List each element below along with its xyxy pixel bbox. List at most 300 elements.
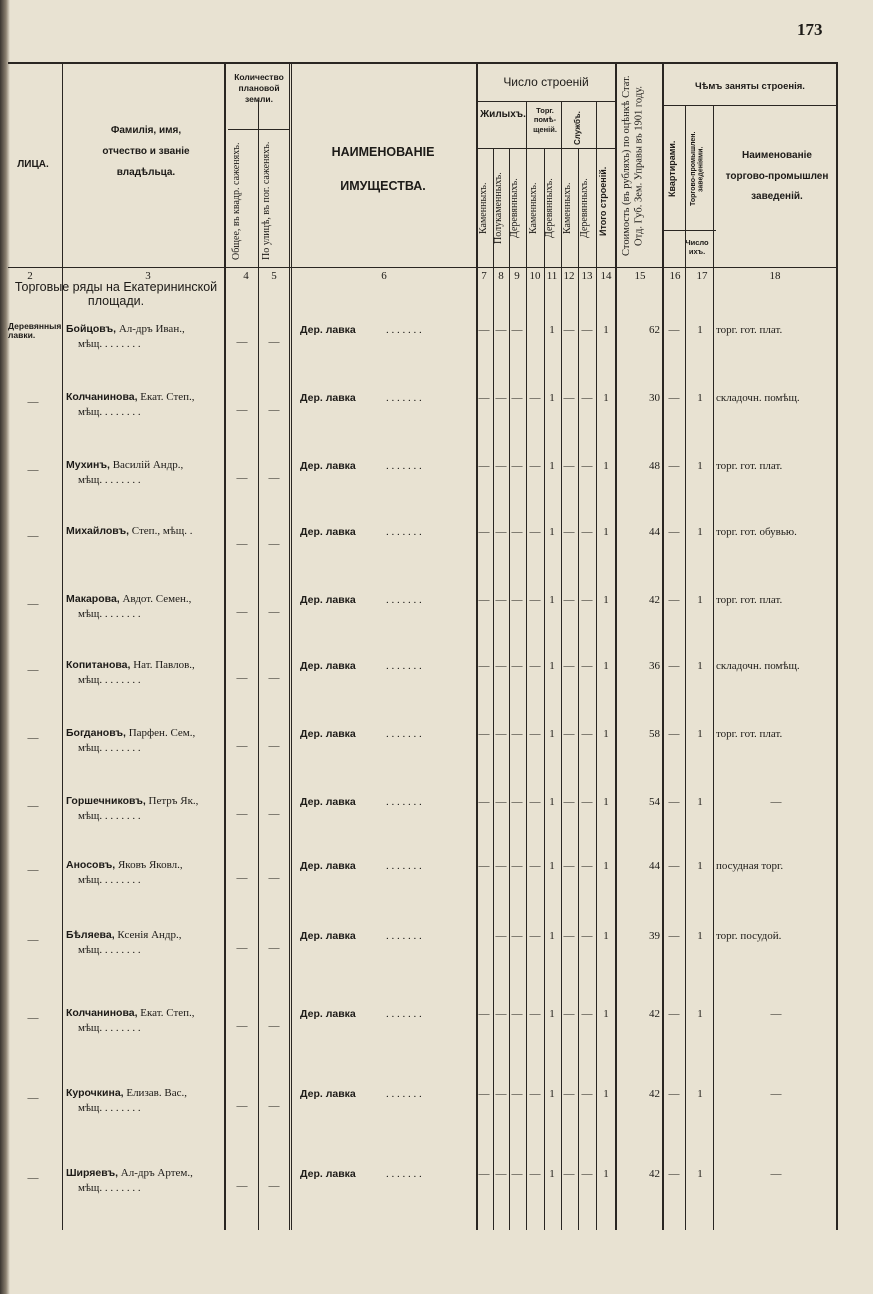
header-property (296, 136, 470, 204)
buildings-b8-cell: — (495, 796, 507, 808)
owner-surname: Ширяевъ, (66, 1167, 119, 1179)
buildings-b7-cell: — (478, 526, 490, 538)
owner-given: Василій Андр., (109, 459, 184, 471)
buildings-b14-cell: 1 (603, 392, 609, 404)
buildings-b14-cell: 1 (603, 324, 609, 336)
owner-cell (66, 1086, 187, 1115)
header-halfstone: Полукаменныхъ. (493, 172, 504, 244)
property-dots: . . . . . . . (386, 796, 422, 808)
buildings-b8-cell: — (495, 1168, 507, 1180)
owner-surname: Колчанинова, (66, 391, 138, 403)
count-cell: 1 (697, 860, 703, 872)
property-cell: Дер. лавка (300, 728, 356, 740)
value-cell: 58 (649, 728, 660, 740)
column-rule (62, 62, 63, 1230)
column-rule (258, 100, 259, 1230)
owner-status: мѣщ. . . . . . . . (78, 1101, 141, 1114)
buildings-b7-cell: — (478, 728, 490, 740)
buildings-b12-cell: — (563, 930, 575, 942)
property-dots: . . . . . . . (386, 660, 422, 672)
count-cell: 1 (697, 660, 703, 672)
count-cell: 1 (697, 796, 703, 808)
land-street-cell: — (268, 672, 280, 684)
owner-status: мѣщ. . . . . . . . (78, 607, 141, 620)
column-rule (476, 62, 478, 1230)
header-trade: Торг. помѣщеній. (533, 106, 557, 134)
owner-given: Екат. Степ., (137, 391, 195, 403)
owner-status: мѣщ. . . . . . . . (78, 473, 141, 486)
property-cell: Дер. лавка (300, 1008, 356, 1020)
buildings-b9-cell: — (511, 1168, 523, 1180)
buildings-b7-cell: — (478, 1088, 490, 1100)
count-subrule (662, 230, 716, 231)
owner-cell (66, 592, 191, 621)
header-trade-wood: Деревянныхъ. (544, 178, 555, 238)
property-dots: . . . . . . . (386, 1008, 422, 1020)
owner-status: мѣщ. . . . . . . . (78, 1021, 141, 1034)
buildings-b10-cell: — (529, 1008, 541, 1020)
header-land-street: По улицѣ, въ пог. саженяхъ. (261, 141, 272, 261)
owner-surname: Аносовъ, (66, 859, 116, 871)
land-street-cell: — (268, 1100, 280, 1112)
property-cell: Дер. лавка (300, 796, 356, 808)
street-cell: — (27, 800, 39, 812)
buildings-b11-cell: 1 (549, 324, 555, 336)
owner-given: Елизав. Вас., (123, 1087, 187, 1099)
buildings-b10-cell: — (529, 860, 541, 872)
buildings-b11-cell: 1 (549, 1168, 555, 1180)
buildings-b7-cell: — (478, 392, 490, 404)
buildings-b7-cell: — (478, 324, 490, 336)
buildings-b12-cell: — (563, 1008, 575, 1020)
street-cell: — (27, 934, 39, 946)
property-dots: . . . . . . . (386, 594, 422, 606)
property-cell: Дер. лавка (300, 460, 356, 472)
header-total: Итого строеній. (598, 166, 608, 236)
buildings-b14-cell: 1 (603, 526, 609, 538)
property-dots: . . . . . . . (386, 860, 422, 872)
street-cell: — (27, 1172, 39, 1184)
buildings-b12-cell: — (563, 594, 575, 606)
property-dots: . . . . . . . (386, 526, 422, 538)
owner-surname: Михайловъ, (66, 525, 130, 537)
buildings-b11-cell: 1 (549, 930, 555, 942)
column-number: 8 (498, 270, 504, 282)
street-cell: — (27, 1012, 39, 1024)
value-cell: 44 (649, 860, 660, 872)
header-owner-line2: отчество и званіе (102, 146, 190, 157)
property-dots: . . . . . . . (386, 930, 422, 942)
land-total-cell: — (236, 942, 248, 954)
owner-cell (66, 928, 182, 957)
header-enterprise-name (718, 146, 836, 208)
buildings-b11-cell: 1 (549, 1008, 555, 1020)
buildings-b12-cell: — (563, 1168, 575, 1180)
owner-cell (66, 726, 195, 755)
owner-given: Екат. Степ., (137, 1007, 195, 1019)
buildings-b10-cell: — (529, 930, 541, 942)
buildings-b9-cell: — (511, 1008, 523, 1020)
buildings-b13-cell: — (581, 1008, 593, 1020)
buildings-b8-cell: — (495, 324, 507, 336)
value-cell: 39 (649, 930, 660, 942)
property-dots: . . . . . . . (386, 460, 422, 472)
buildings-b12-cell: — (563, 660, 575, 672)
buildings-b14-cell: 1 (603, 1088, 609, 1100)
buildings-b8-cell: — (495, 1008, 507, 1020)
buildings-b13-cell: — (581, 1088, 593, 1100)
buildings-b7-cell: — (478, 796, 490, 808)
value-cell: 44 (649, 526, 660, 538)
street-cell: — (27, 598, 39, 610)
count-cell: 1 (697, 324, 703, 336)
owner-cell (66, 794, 198, 823)
column-number: 16 (669, 270, 681, 282)
count-cell: 1 (697, 1088, 703, 1100)
header-value: Стоимость (въ рубляхъ) по оцѣнкѣ Стат. Отд. Губ. Зем. Управы въ 1901 году. (621, 75, 645, 257)
owner-status: мѣщ. . . . . . . . (78, 405, 141, 418)
header-wood: Деревянныхъ. (509, 178, 520, 238)
enterprise-cell: торг. посудой. (716, 930, 782, 942)
buildings-b7-cell: — (478, 660, 490, 672)
owner-given: Ал-дръ Иван., (116, 323, 185, 335)
buildings-b8-cell: — (495, 460, 507, 472)
owner-given: Парфен. Сем., (125, 727, 196, 739)
buildings-b12-cell: — (563, 324, 575, 336)
land-street-cell: — (268, 336, 280, 348)
buildings-b10-cell: — (529, 594, 541, 606)
owner-cell (66, 390, 195, 419)
owner-surname: Богдановъ, (66, 727, 126, 739)
value-cell: 42 (649, 1168, 660, 1180)
land-total-cell: — (236, 472, 248, 484)
header-enterprise-line1: Наименованіе (742, 150, 812, 161)
header-occupied-group: Чѣмъ заняты строенія. (695, 81, 805, 92)
owner-given: Яковъ Яковл., (115, 859, 183, 871)
street-cell: — (27, 732, 39, 744)
buildings-b14-cell: 1 (603, 930, 609, 942)
buildings-b10-cell: — (529, 1088, 541, 1100)
owner-status: мѣщ. . . . . . . . (78, 673, 141, 686)
buildings-b11-cell: 1 (549, 526, 555, 538)
value-cell: 42 (649, 1088, 660, 1100)
property-dots: . . . . . . . (386, 1088, 422, 1100)
buildings-b10-cell: — (529, 392, 541, 404)
buildings-b11-cell: 1 (549, 796, 555, 808)
count-cell: 1 (697, 460, 703, 472)
apartments-cell: — (668, 392, 680, 404)
land-street-cell: — (268, 1180, 280, 1192)
street-cell: — (27, 396, 39, 408)
buildings-b13-cell: — (581, 930, 593, 942)
buildings-b8-cell: — (495, 728, 507, 740)
owner-surname: Бойцовъ, (66, 323, 117, 335)
owner-status: мѣщ. . . . . . . . (78, 337, 141, 350)
street-cell: — (27, 864, 39, 876)
column-number: 11 (546, 270, 558, 282)
count-cell: 1 (697, 392, 703, 404)
land-street-cell: — (268, 808, 280, 820)
street-cell: — (27, 464, 39, 476)
buildings-b14-cell: 1 (603, 460, 609, 472)
header-land-total: Общее, въ квадр. саженяхъ. (231, 142, 242, 260)
buildings-b9-cell: — (511, 526, 523, 538)
buildings-b13-cell: — (581, 728, 593, 740)
property-cell: Дер. лавка (300, 324, 356, 336)
column-number: 2 (27, 270, 33, 282)
table-top-rule (8, 62, 838, 64)
land-total-cell: — (236, 672, 248, 684)
enterprise-cell: торг. гот. обувью. (716, 526, 797, 538)
street-cell: — (27, 1092, 39, 1104)
street-cell: — (27, 530, 39, 542)
land-street-cell: — (268, 1020, 280, 1032)
header-enterprises: Торгово-промышлен. заведеніями. (690, 131, 705, 207)
property-cell: Дер. лавка (300, 860, 356, 872)
column-number: 3 (145, 270, 151, 282)
apartments-cell: — (668, 728, 680, 740)
land-street-cell: — (268, 404, 280, 416)
apartments-cell: — (668, 324, 680, 336)
owner-surname: Мухинъ, (66, 459, 110, 471)
buildings-b11-cell: 1 (549, 728, 555, 740)
value-cell: 54 (649, 796, 660, 808)
header-apartments: Квартирами. (667, 140, 677, 198)
property-dots: . . . . . . . (386, 392, 422, 404)
column-number: 15 (634, 270, 646, 282)
column-rule (224, 62, 226, 1230)
apartments-cell: — (668, 660, 680, 672)
apartments-cell: — (668, 1008, 680, 1020)
enterprise-cell: торг. гот. плат. (716, 324, 783, 336)
count-cell: 1 (697, 526, 703, 538)
buildings-b14-cell: 1 (603, 860, 609, 872)
buildings-b8-cell: — (495, 392, 507, 404)
value-cell: 42 (649, 594, 660, 606)
buildings-subrule (477, 101, 615, 102)
count-cell: 1 (697, 728, 703, 740)
buildings-b11-cell: 1 (549, 1088, 555, 1100)
column-number: 5 (271, 270, 277, 282)
count-cell: 1 (697, 930, 703, 942)
enterprise-cell: складочн. помѣщ. (716, 660, 800, 672)
buildings-b7-cell: — (478, 460, 490, 472)
property-cell: Дер. лавка (300, 660, 356, 672)
buildings-b11-cell: 1 (549, 660, 555, 672)
occupied-subrule (662, 105, 838, 106)
header-buildings-group: Число строеній (503, 75, 589, 89)
owner-cell (66, 458, 183, 487)
apartments-cell: — (668, 594, 680, 606)
property-cell: Дер. лавка (300, 594, 356, 606)
column-rule (289, 62, 292, 1230)
buildings-b11-cell: 1 (549, 460, 555, 472)
value-cell: 36 (649, 660, 660, 672)
owner-cell (66, 1006, 195, 1035)
buildings-b9-cell: — (511, 660, 523, 672)
value-cell: 48 (649, 460, 660, 472)
buildings-b13-cell: — (581, 526, 593, 538)
header-owner-line1: Фамилія, имя, (110, 125, 182, 136)
owner-status: мѣщ. . . . . . . . (78, 1181, 141, 1194)
owner-surname: Бѣляева, (66, 929, 115, 941)
enterprise-cell: посудная торг. (716, 860, 784, 872)
buildings-b10-cell: — (529, 526, 541, 538)
column-number: 18 (769, 270, 781, 282)
buildings-b14-cell: 1 (603, 728, 609, 740)
count-cell: 1 (697, 1168, 703, 1180)
buildings-b14-cell: 1 (603, 796, 609, 808)
land-total-cell: — (236, 1180, 248, 1192)
enterprise-cell: торг. гот. плат. (716, 460, 783, 472)
owner-cell (66, 524, 192, 539)
buildings-b13-cell: — (581, 860, 593, 872)
buildings-b7-cell: — (478, 860, 490, 872)
owner-given: Ал-дръ Артем., (118, 1167, 193, 1179)
buildings-b9-cell: — (511, 796, 523, 808)
enterprise-cell: торг. гот. плат. (716, 594, 783, 606)
land-total-cell: — (236, 538, 248, 550)
land-total-cell: — (236, 1020, 248, 1032)
buildings-b9-cell: — (511, 324, 523, 336)
land-street-cell: — (268, 740, 280, 752)
page-number: 173 (797, 20, 823, 39)
apartments-cell: — (668, 526, 680, 538)
buildings-b12-cell: — (563, 526, 575, 538)
buildings-b13-cell: — (581, 460, 593, 472)
column-rule (662, 62, 664, 1230)
buildings-b12-cell: — (563, 460, 575, 472)
buildings-b8-cell: — (495, 594, 507, 606)
column-number: 7 (481, 270, 487, 282)
buildings-b10-cell: — (529, 1168, 541, 1180)
property-cell: Дер. лавка (300, 1168, 356, 1180)
apartments-cell: — (668, 796, 680, 808)
land-street-cell: — (268, 472, 280, 484)
buildings-b14-cell: 1 (603, 660, 609, 672)
buildings-b13-cell: — (581, 324, 593, 336)
buildings-b12-cell: — (563, 728, 575, 740)
buildings-b10-cell: — (529, 460, 541, 472)
buildings-b14-cell: 1 (603, 594, 609, 606)
buildings-b12-cell: — (563, 1088, 575, 1100)
property-cell: Дер. лавка (300, 526, 356, 538)
buildings-b9-cell: — (511, 860, 523, 872)
buildings-b9-cell: — (511, 728, 523, 740)
land-street-cell: — (268, 538, 280, 550)
apartments-cell: — (668, 1088, 680, 1100)
buildings-b10-cell: — (529, 796, 541, 808)
buildings-subrule-2 (477, 148, 615, 149)
buildings-b14-cell: 1 (603, 1008, 609, 1020)
buildings-b11-cell: 1 (549, 392, 555, 404)
buildings-b9-cell: — (511, 1088, 523, 1100)
owner-given: Авдот. Семен., (119, 593, 192, 605)
buildings-b11-cell: 1 (549, 594, 555, 606)
land-total-cell: — (236, 404, 248, 416)
header-land-group: Количество плановой земли. (234, 72, 284, 105)
owner-given: Ксенія Андр., (114, 929, 182, 941)
column-rule (509, 148, 510, 1230)
land-total-cell: — (236, 336, 248, 348)
owner-surname: Копитанова, (66, 659, 131, 671)
header-street: ЛИЦА. (17, 159, 49, 170)
buildings-b13-cell: — (581, 660, 593, 672)
owner-surname: Горшечниковъ, (66, 795, 146, 807)
buildings-b7-cell: — (478, 1168, 490, 1180)
buildings-b8-cell: — (495, 860, 507, 872)
column-number: 17 (696, 270, 708, 282)
buildings-b9-cell: — (511, 460, 523, 472)
buildings-b10-cell: — (529, 660, 541, 672)
buildings-b13-cell: — (581, 796, 593, 808)
header-trade-stone: Каменныхъ. (528, 182, 539, 234)
owner-status: мѣщ. . . . . . . . (78, 943, 141, 956)
property-cell: Дер. лавка (300, 930, 356, 942)
header-owner (66, 120, 226, 183)
owner-cell (66, 322, 185, 351)
buildings-b9-cell: — (511, 930, 523, 942)
header-stone: Каменныхъ. (478, 182, 489, 234)
value-cell: 42 (649, 1008, 660, 1020)
owner-cell (66, 858, 183, 887)
owner-status: мѣщ. . . . . . . . (78, 873, 141, 886)
header-service-wood: Деревянныхъ. (579, 178, 590, 238)
header-enterprise-line2: торгово-промышлен (725, 170, 829, 182)
buildings-b8-cell: — (495, 1088, 507, 1100)
header-property-line1: НАИМЕНОВАНІЕ (331, 145, 435, 159)
property-cell: Дер. лавка (300, 1088, 356, 1100)
owner-given: Петръ Як., (145, 795, 199, 807)
buildings-b12-cell: — (563, 392, 575, 404)
buildings-b8-cell: — (495, 526, 507, 538)
buildings-b13-cell: — (581, 594, 593, 606)
enterprise-cell: — (770, 1008, 782, 1020)
column-rule (578, 148, 579, 1230)
buildings-b14-cell: 1 (603, 1168, 609, 1180)
header-service: Службъ. (573, 111, 582, 145)
land-street-cell: — (268, 606, 280, 618)
column-number: 4 (243, 270, 249, 282)
land-subrule (228, 129, 290, 130)
buildings-b12-cell: — (563, 796, 575, 808)
buildings-b7-cell: — (478, 1008, 490, 1020)
apartments-cell: — (668, 860, 680, 872)
apartments-cell: — (668, 460, 680, 472)
buildings-b9-cell: — (511, 594, 523, 606)
buildings-b12-cell: — (563, 860, 575, 872)
value-cell: 30 (649, 392, 660, 404)
land-total-cell: — (236, 740, 248, 752)
enterprise-cell: — (770, 1168, 782, 1180)
header-living: Жилыхъ. (480, 109, 526, 120)
value-cell: 62 (649, 324, 660, 336)
enterprise-cell: торг. гот. плат. (716, 728, 783, 740)
land-street-cell: — (268, 872, 280, 884)
count-cell: 1 (697, 1008, 703, 1020)
land-total-cell: — (236, 872, 248, 884)
column-rule (615, 62, 617, 1230)
header-service-stone: Каменныхъ. (562, 182, 573, 234)
header-owner-line3: владѣльца. (116, 167, 176, 178)
column-number: 6 (381, 270, 387, 282)
buildings-b11-cell: 1 (549, 860, 555, 872)
owner-given: Нат. Павлов., (130, 659, 195, 671)
column-rule (493, 148, 494, 1230)
owner-cell (66, 658, 195, 687)
owner-status: мѣщ. . . . . . . . (78, 741, 141, 754)
buildings-b8-cell: — (495, 660, 507, 672)
